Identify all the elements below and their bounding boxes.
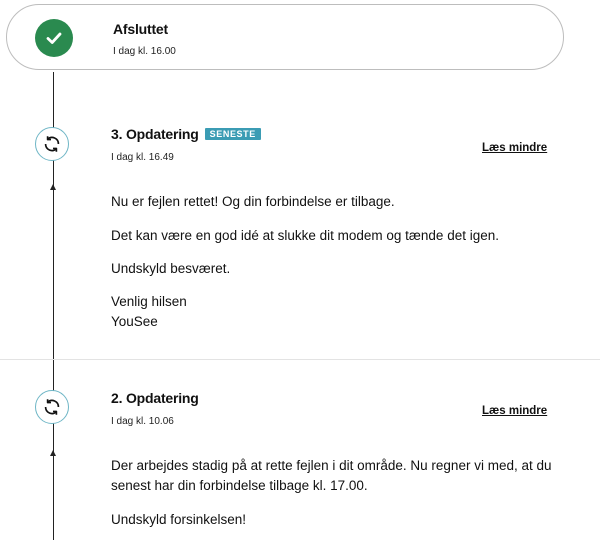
message-paragraph: Undskyld forsinkelsen! [111,512,247,527]
update-2-time: I dag kl. 10.06 [111,416,174,427]
check-icon [35,19,73,57]
message-signature: YouSee [111,314,158,329]
timeline-arrow-icon [50,450,56,456]
refresh-icon [35,127,69,161]
refresh-icon [35,390,69,424]
completed-time: I dag kl. 16.00 [113,46,176,57]
latest-badge: SENESTE [205,128,261,140]
timeline-arrow-icon [50,184,56,190]
completed-status-card [6,4,564,70]
divider [0,359,600,360]
update-3-title [111,126,261,142]
read-less-link[interactable]: Læs mindre [482,142,548,154]
message-signoff: Venlig hilsen [111,294,187,309]
message-paragraph: Undskyld besværet. [111,261,231,276]
update-title-text: 3. Opdatering [111,126,199,142]
completed-title: Afsluttet [113,21,168,37]
message-paragraph: Der arbejdes stadig på at rette fejlen i dit område. Nu regner vi med, at du senest har din forbindelse tilbage kl. 17.00. [111,458,552,493]
read-less-link[interactable]: Læs mindre [482,405,548,417]
update-2-title: 2. Opdatering [111,390,199,406]
message-paragraph: Nu er fejlen rettet! Og din forbindelse er tilbage. [111,194,395,209]
message-paragraph: Det kan være en god idé at slukke dit modem og tænde det igen. [111,228,499,243]
update-3-time: I dag kl. 16.49 [111,152,174,163]
